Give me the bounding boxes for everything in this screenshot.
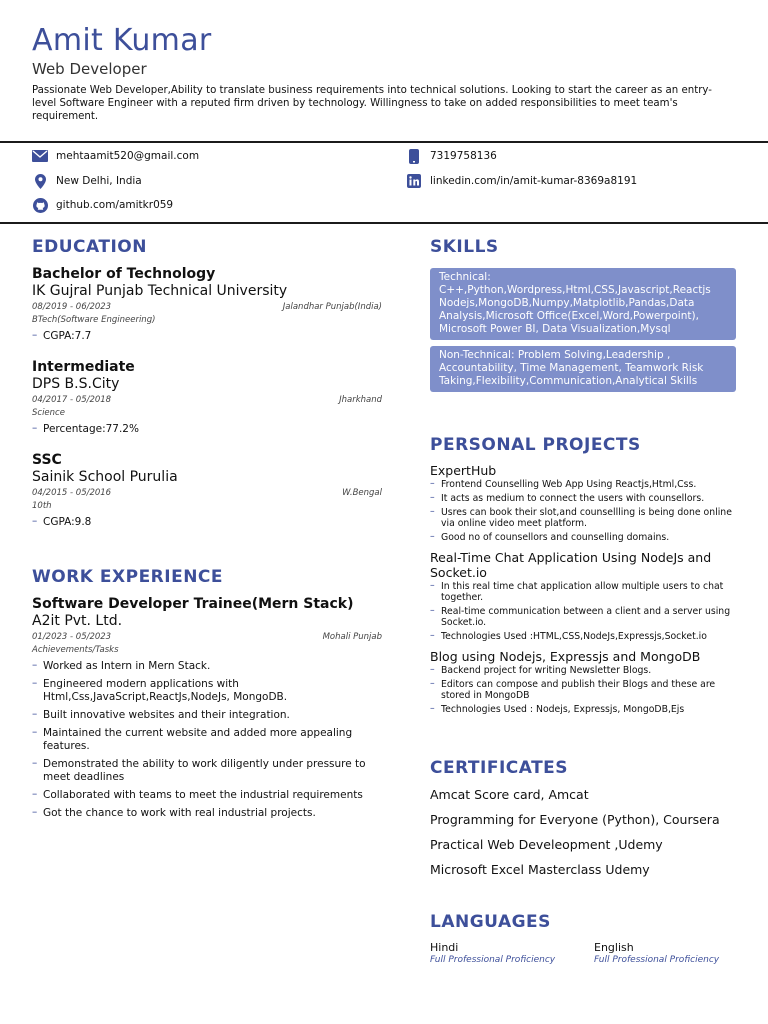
education-dates: 08/2019 - 06/2023 — [32, 302, 112, 312]
projects-block — [430, 463, 736, 718]
list-item: – Editors can compose and publish their Blogs and these are stored in MongoDB — [430, 679, 736, 701]
list-item: – Frontend Counselling Web App Using Reactjs,Html,Css. — [430, 479, 736, 490]
education-details — [32, 516, 382, 529]
language-level: Full Professional Proficiency — [430, 955, 556, 965]
project-items — [430, 479, 736, 543]
certificates-block — [430, 787, 736, 887]
education-details — [32, 423, 382, 436]
work-note: Achievements/Tasks — [32, 645, 119, 655]
education-school: DPS B.S.City — [32, 376, 120, 392]
resume-header — [32, 22, 732, 123]
project-entry — [430, 550, 736, 642]
certificate-item: Practical Web Develeopment ,Udemy — [430, 837, 663, 852]
education-dates: 04/2015 - 05/2016 — [32, 488, 112, 498]
education-degree: SSC — [32, 452, 62, 468]
certificates-heading: CERTIFICATES — [430, 758, 569, 778]
education-note: Science — [32, 408, 65, 418]
education-location: Jalandhar Punjab(India) — [282, 302, 382, 312]
email-icon — [32, 148, 48, 164]
language-name: English — [594, 941, 634, 954]
project-title: Real-Time Chat Application Using NodeJs and Socket.io — [430, 550, 712, 580]
education-location: W.Bengal — [342, 488, 382, 498]
phone-icon — [406, 148, 422, 164]
education-entry — [32, 359, 382, 441]
work-dates: 01/2023 - 05/2023 — [32, 632, 112, 642]
list-item: – Collaborated with teams to meet the industrial requirements — [32, 789, 382, 802]
list-item: – Real-time communication between a client and a server using Socket.io. — [430, 606, 736, 628]
education-note: 10th — [32, 501, 52, 511]
education-school: Sainik School Purulia — [32, 469, 178, 485]
list-item: – Built innovative websites and their integration. — [32, 709, 382, 722]
education-meta — [32, 488, 382, 499]
github-icon — [32, 197, 48, 213]
list-item: – Maintained the current website and added more appealing features. — [32, 727, 382, 753]
education-detail: – CGPA:7.7 — [32, 330, 382, 343]
languages-heading: LANGUAGES — [430, 912, 551, 932]
location-text: New Delhi, India — [56, 175, 142, 187]
education-details — [32, 330, 382, 343]
list-item: – Technologies Used :HTML,CSS,NodeJs,Expressjs,Socket.io — [430, 631, 736, 642]
list-item: – Good no of counsellors and counselling domains. — [430, 532, 736, 543]
contact-linkedin[interactable] — [406, 173, 637, 189]
language-item — [594, 941, 744, 966]
github-text: github.com/amitkr059 — [56, 199, 174, 211]
contact-block — [32, 148, 742, 220]
work-company: A2it Pvt. Ltd. — [32, 613, 123, 629]
education-degree: Bachelor of Technology — [32, 266, 216, 282]
header-divider — [0, 141, 768, 143]
email-text: mehtaamit520@gmail.com — [56, 150, 200, 162]
work-location: Mohali Punjab — [322, 632, 382, 642]
project-items — [430, 581, 736, 642]
work-meta — [32, 632, 382, 643]
phone-text: 7319758136 — [430, 150, 497, 162]
education-entry — [32, 266, 382, 348]
list-item: – Engineered modern applications with Html,Css,JavaScript,ReactJs,NodeJs, MongoDB. — [32, 678, 382, 704]
project-items — [430, 665, 736, 715]
project-title: ExpertHub — [430, 463, 497, 478]
certificate-item: Programming for Everyone (Python), Coursera — [430, 812, 720, 827]
location-pin-icon — [32, 173, 48, 189]
language-name: Hindi — [430, 941, 459, 954]
contact-phone[interactable] — [406, 148, 497, 164]
education-meta — [32, 302, 382, 313]
education-location: Jharkhand — [339, 395, 382, 405]
linkedin-text: linkedin.com/in/amit-kumar-8369a8191 — [430, 175, 638, 187]
nontechnical-skills: Non-Technical: Problem Solving,Leadership , Accountability, Time Management, Teamwork Risk Taking,Flexibility,Communication,Analytical Skills — [430, 346, 736, 392]
list-item: – Got the chance to work with real industrial projects. — [32, 807, 382, 820]
contact-email[interactable] — [32, 148, 199, 164]
certificate-item: Microsoft Excel Masterclass Udemy — [430, 862, 650, 877]
language-level: Full Professional Proficiency — [594, 955, 720, 965]
education-degree: Intermediate — [32, 359, 135, 375]
contact-location — [32, 173, 142, 189]
education-detail: – CGPA:9.8 — [32, 516, 382, 529]
contact-divider — [0, 222, 768, 224]
work-heading: WORK EXPERIENCE — [32, 567, 224, 587]
education-note: BTech(Software Engineering) — [32, 315, 156, 325]
list-item: – It acts as medium to connect the users with counsellors. — [430, 493, 736, 504]
work-position: Software Developer Trainee(Mern Stack) — [32, 596, 354, 612]
list-item: – Demonstrated the ability to work diligently under pressure to meet deadlines — [32, 758, 382, 784]
linkedin-icon — [406, 173, 422, 189]
technical-skills: Technical: C++,Python,Wordpress,Html,CSS,Javascript,Reactjs Nodejs,MongoDB,Numpy,Matplotlib,Pandas,Data Analysis,Microsoft Office(Excel,Word,Powerpoint), Microsoft Power BI, Data Visualization,Mysql — [430, 268, 736, 340]
list-item: – Backend project for writing Newsletter Blogs. — [430, 665, 736, 676]
list-item: – Technologies Used : Nodejs, Expressjs, MongoDB,Ejs — [430, 704, 736, 715]
project-title: Blog using Nodejs, Expressjs and MongoDB — [430, 649, 701, 664]
list-item: – In this real time chat application allow multiple users to chat together. — [430, 581, 736, 603]
candidate-role: Web Developer — [32, 60, 147, 78]
project-entry — [430, 649, 736, 715]
education-meta — [32, 395, 382, 406]
work-entry — [32, 596, 382, 825]
education-detail: – Percentage:77.2% — [32, 423, 382, 436]
language-item — [430, 941, 580, 966]
contact-github[interactable] — [32, 197, 173, 213]
summary-text: Passionate Web Developer,Ability to translate business requirements into technical solutions. Looking to start the career as an entry-level Software Engineer with a reputed firm driven by technology. Willingness to take on added responsibilities to meet team's requirement. — [32, 85, 712, 122]
education-entry — [32, 452, 382, 534]
certificate-item: Amcat Score card, Amcat — [430, 787, 589, 802]
project-entry — [430, 463, 736, 543]
education-school: IK Gujral Punjab Technical University — [32, 283, 288, 299]
skills-heading: SKILLS — [430, 237, 499, 257]
candidate-name: Amit Kumar — [32, 23, 212, 58]
education-dates: 04/2017 - 05/2018 — [32, 395, 112, 405]
skills-block — [430, 268, 736, 398]
projects-heading: PERSONAL PROJECTS — [430, 435, 641, 455]
education-heading: EDUCATION — [32, 237, 147, 257]
list-item: – Usres can book their slot,and counsellling is being done online via online video meet platform. — [430, 507, 736, 529]
work-tasks — [32, 660, 382, 820]
list-item: – Worked as Intern in Mern Stack. — [32, 660, 382, 673]
